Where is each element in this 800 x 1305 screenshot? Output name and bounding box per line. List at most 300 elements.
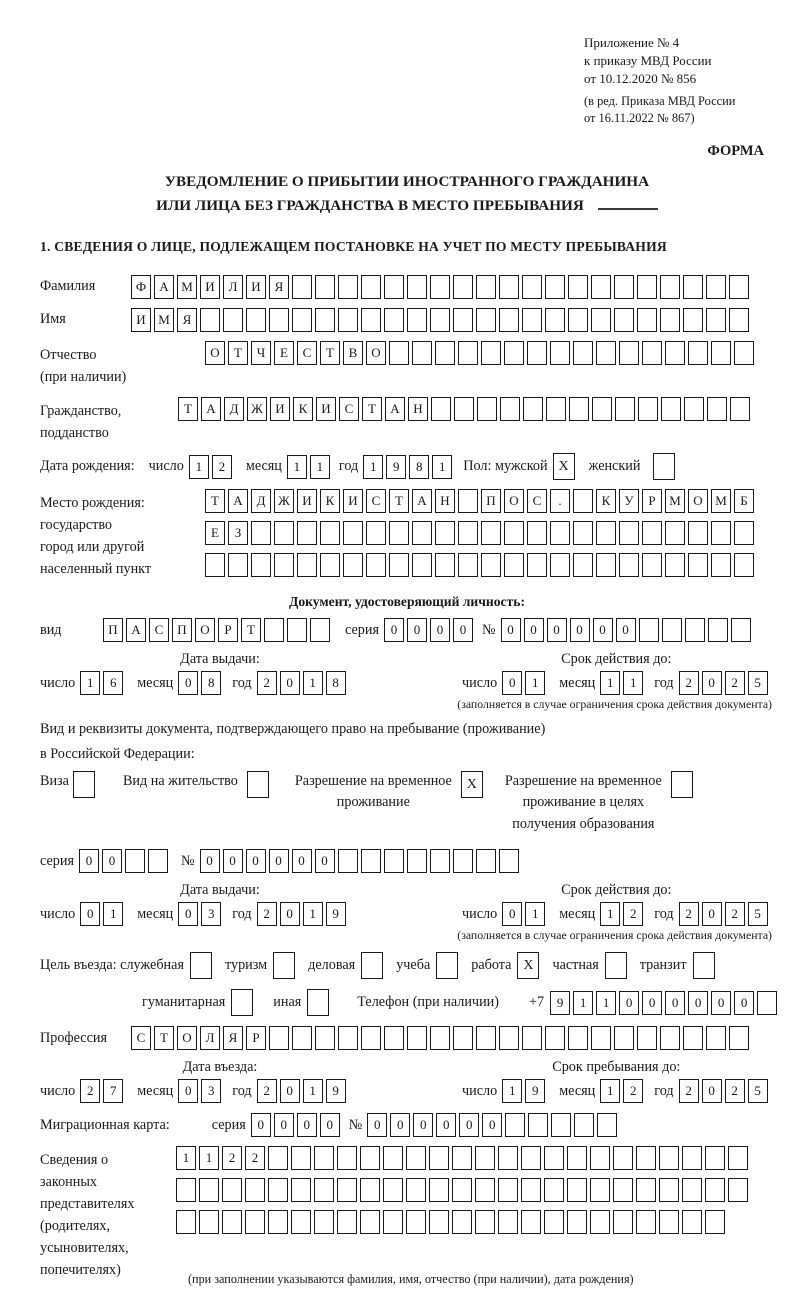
char-box[interactable]: 1 <box>189 455 209 479</box>
char-box[interactable]: 0 <box>502 671 522 695</box>
char-box[interactable] <box>268 1178 288 1202</box>
char-box[interactable]: 0 <box>384 618 404 642</box>
char-box[interactable] <box>729 308 749 332</box>
char-box[interactable] <box>613 1178 633 1202</box>
char-box[interactable]: 2 <box>222 1146 242 1170</box>
char-box[interactable] <box>452 1178 472 1202</box>
char-box[interactable]: 0 <box>702 671 722 695</box>
char-box[interactable]: С <box>366 489 386 513</box>
char-box[interactable] <box>499 849 519 873</box>
char-box[interactable] <box>361 308 381 332</box>
char-box[interactable] <box>688 341 708 365</box>
char-box[interactable]: Р <box>218 618 238 642</box>
char-box[interactable]: 1 <box>432 455 452 479</box>
char-box[interactable] <box>665 341 685 365</box>
char-box[interactable] <box>590 1146 610 1170</box>
char-box[interactable]: И <box>200 275 220 299</box>
char-box[interactable] <box>458 521 478 545</box>
char-box[interactable]: И <box>343 489 363 513</box>
char-box[interactable] <box>430 1026 450 1050</box>
char-box[interactable] <box>596 521 616 545</box>
char-box[interactable] <box>665 521 685 545</box>
char-box[interactable]: 7 <box>103 1079 123 1103</box>
char-box[interactable] <box>665 553 685 577</box>
char-box[interactable] <box>642 341 662 365</box>
char-box[interactable] <box>522 308 542 332</box>
char-box[interactable] <box>458 489 478 513</box>
char-box[interactable] <box>407 275 427 299</box>
char-box[interactable] <box>592 397 612 421</box>
char-box[interactable]: 0 <box>280 1079 300 1103</box>
char-box[interactable]: 0 <box>665 991 685 1015</box>
char-box[interactable]: 0 <box>367 1113 387 1137</box>
char-box[interactable]: К <box>320 489 340 513</box>
char-box[interactable] <box>661 397 681 421</box>
char-box[interactable] <box>499 275 519 299</box>
char-box[interactable]: 5 <box>748 902 768 926</box>
char-box[interactable] <box>683 1026 703 1050</box>
char-box[interactable] <box>360 1210 380 1234</box>
char-box[interactable]: 0 <box>80 902 100 926</box>
char-box[interactable]: И <box>316 397 336 421</box>
char-box[interactable]: Е <box>205 521 225 545</box>
char-box[interactable]: Н <box>408 397 428 421</box>
char-box[interactable] <box>361 849 381 873</box>
char-box[interactable] <box>125 849 145 873</box>
char-box[interactable] <box>573 489 593 513</box>
char-box[interactable]: 1 <box>303 1079 323 1103</box>
char-box[interactable] <box>453 849 473 873</box>
char-box[interactable] <box>200 308 220 332</box>
char-box[interactable]: 8 <box>201 671 221 695</box>
char-box[interactable] <box>615 397 635 421</box>
char-box[interactable] <box>384 1026 404 1050</box>
char-box[interactable]: 0 <box>502 902 522 926</box>
char-box[interactable] <box>544 1210 564 1234</box>
char-box[interactable] <box>614 1026 634 1050</box>
char-box[interactable] <box>505 1113 525 1137</box>
char-box[interactable] <box>361 275 381 299</box>
char-box[interactable]: М <box>154 308 174 332</box>
char-box[interactable] <box>454 397 474 421</box>
char-box[interactable] <box>429 1210 449 1234</box>
char-box[interactable]: 2 <box>257 671 277 695</box>
char-box[interactable] <box>314 1178 334 1202</box>
char-box[interactable] <box>407 849 427 873</box>
char-box[interactable] <box>528 1113 548 1137</box>
char-box[interactable] <box>406 1210 426 1234</box>
char-box[interactable] <box>315 1026 335 1050</box>
char-box[interactable] <box>591 1026 611 1050</box>
purpose-study-checkbox[interactable] <box>436 952 458 979</box>
char-box[interactable]: 1 <box>573 991 593 1015</box>
char-box[interactable] <box>475 1146 495 1170</box>
char-box[interactable] <box>659 1210 679 1234</box>
char-box[interactable] <box>222 1210 242 1234</box>
char-box[interactable]: П <box>103 618 123 642</box>
char-box[interactable] <box>642 521 662 545</box>
char-box[interactable]: 9 <box>525 1079 545 1103</box>
char-box[interactable] <box>315 308 335 332</box>
char-box[interactable]: Т <box>389 489 409 513</box>
char-box[interactable] <box>596 341 616 365</box>
char-box[interactable] <box>711 553 731 577</box>
char-box[interactable]: 1 <box>363 455 383 479</box>
char-box[interactable] <box>659 1146 679 1170</box>
char-box[interactable] <box>452 1210 472 1234</box>
char-box[interactable]: О <box>366 341 386 365</box>
char-box[interactable] <box>287 618 307 642</box>
char-box[interactable] <box>637 275 657 299</box>
char-box[interactable] <box>734 521 754 545</box>
char-box[interactable] <box>338 1026 358 1050</box>
char-box[interactable] <box>707 397 727 421</box>
char-box[interactable] <box>481 521 501 545</box>
char-box[interactable] <box>384 308 404 332</box>
char-box[interactable] <box>545 275 565 299</box>
char-box[interactable] <box>568 275 588 299</box>
char-box[interactable]: Т <box>320 341 340 365</box>
char-box[interactable] <box>148 849 168 873</box>
char-box[interactable] <box>430 275 450 299</box>
char-box[interactable]: Я <box>177 308 197 332</box>
char-box[interactable]: 0 <box>570 618 590 642</box>
char-box[interactable]: 1 <box>600 902 620 926</box>
char-box[interactable] <box>500 397 520 421</box>
char-box[interactable] <box>683 275 703 299</box>
char-box[interactable] <box>573 553 593 577</box>
char-box[interactable] <box>614 308 634 332</box>
char-box[interactable] <box>429 1146 449 1170</box>
char-box[interactable] <box>729 275 749 299</box>
char-box[interactable]: 2 <box>623 1079 643 1103</box>
char-box[interactable] <box>291 1146 311 1170</box>
char-box[interactable]: 8 <box>409 455 429 479</box>
char-box[interactable]: 0 <box>200 849 220 873</box>
char-box[interactable] <box>337 1178 357 1202</box>
char-box[interactable]: 9 <box>326 902 346 926</box>
char-box[interactable] <box>498 1210 518 1234</box>
char-box[interactable] <box>407 1026 427 1050</box>
char-box[interactable]: 1 <box>600 671 620 695</box>
char-box[interactable]: Р <box>246 1026 266 1050</box>
char-box[interactable] <box>682 1178 702 1202</box>
char-box[interactable] <box>314 1146 334 1170</box>
char-box[interactable] <box>685 618 705 642</box>
char-box[interactable]: И <box>246 275 266 299</box>
char-box[interactable]: 0 <box>642 991 662 1015</box>
char-box[interactable] <box>550 521 570 545</box>
char-box[interactable]: 2 <box>212 455 232 479</box>
char-box[interactable]: 0 <box>436 1113 456 1137</box>
char-box[interactable] <box>636 1210 656 1234</box>
char-box[interactable] <box>682 1146 702 1170</box>
char-box[interactable]: 0 <box>501 618 521 642</box>
char-box[interactable]: 3 <box>201 1079 221 1103</box>
char-box[interactable] <box>705 1146 725 1170</box>
char-box[interactable] <box>523 397 543 421</box>
char-box[interactable]: 1 <box>80 671 100 695</box>
char-box[interactable] <box>246 308 266 332</box>
char-box[interactable] <box>705 1210 725 1234</box>
char-box[interactable] <box>734 553 754 577</box>
char-box[interactable] <box>637 308 657 332</box>
char-box[interactable] <box>662 618 682 642</box>
char-box[interactable] <box>205 553 225 577</box>
char-box[interactable] <box>545 308 565 332</box>
char-box[interactable]: Е <box>274 341 294 365</box>
char-box[interactable] <box>320 521 340 545</box>
char-box[interactable] <box>705 1178 725 1202</box>
char-box[interactable] <box>728 1146 748 1170</box>
char-box[interactable]: А <box>126 618 146 642</box>
char-box[interactable] <box>245 1210 265 1234</box>
char-box[interactable]: 0 <box>459 1113 479 1137</box>
char-box[interactable] <box>297 553 317 577</box>
purpose-humanitarian-checkbox[interactable] <box>231 989 253 1016</box>
char-box[interactable]: 3 <box>201 902 221 926</box>
char-box[interactable] <box>222 1178 242 1202</box>
char-box[interactable] <box>706 308 726 332</box>
purpose-transit-checkbox[interactable] <box>693 952 715 979</box>
char-box[interactable] <box>527 553 547 577</box>
char-box[interactable] <box>504 553 524 577</box>
char-box[interactable] <box>527 341 547 365</box>
char-box[interactable] <box>590 1210 610 1234</box>
char-box[interactable] <box>619 341 639 365</box>
char-box[interactable] <box>366 553 386 577</box>
char-box[interactable] <box>268 1146 288 1170</box>
char-box[interactable] <box>360 1178 380 1202</box>
char-box[interactable]: 0 <box>178 902 198 926</box>
char-box[interactable]: Ч <box>251 341 271 365</box>
char-box[interactable]: 1 <box>525 902 545 926</box>
char-box[interactable] <box>389 553 409 577</box>
char-box[interactable]: 0 <box>453 618 473 642</box>
char-box[interactable] <box>343 521 363 545</box>
char-box[interactable]: 0 <box>315 849 335 873</box>
char-box[interactable]: 0 <box>178 671 198 695</box>
char-box[interactable] <box>383 1146 403 1170</box>
char-box[interactable]: М <box>711 489 731 513</box>
char-box[interactable] <box>338 849 358 873</box>
char-box[interactable] <box>638 397 658 421</box>
char-box[interactable] <box>499 1026 519 1050</box>
char-box[interactable]: А <box>412 489 432 513</box>
char-box[interactable]: К <box>293 397 313 421</box>
purpose-business-checkbox[interactable] <box>361 952 383 979</box>
char-box[interactable] <box>337 1146 357 1170</box>
char-box[interactable] <box>734 341 754 365</box>
char-box[interactable]: 2 <box>725 902 745 926</box>
char-box[interactable] <box>659 1178 679 1202</box>
char-box[interactable]: 5 <box>748 671 768 695</box>
char-box[interactable]: 2 <box>257 1079 277 1103</box>
char-box[interactable] <box>245 1178 265 1202</box>
char-box[interactable] <box>314 1210 334 1234</box>
char-box[interactable]: 0 <box>734 991 754 1015</box>
char-box[interactable]: 0 <box>413 1113 433 1137</box>
char-box[interactable] <box>504 521 524 545</box>
char-box[interactable]: 1 <box>310 455 330 479</box>
char-box[interactable]: 1 <box>176 1146 196 1170</box>
char-box[interactable] <box>315 275 335 299</box>
char-box[interactable]: 1 <box>600 1079 620 1103</box>
char-box[interactable]: О <box>177 1026 197 1050</box>
char-box[interactable] <box>476 849 496 873</box>
char-box[interactable]: 2 <box>679 902 699 926</box>
char-box[interactable] <box>337 1210 357 1234</box>
char-box[interactable]: 1 <box>103 902 123 926</box>
char-box[interactable] <box>291 1210 311 1234</box>
char-box[interactable]: 2 <box>679 671 699 695</box>
char-box[interactable] <box>431 397 451 421</box>
char-box[interactable] <box>614 275 634 299</box>
char-box[interactable] <box>660 1026 680 1050</box>
char-box[interactable] <box>660 308 680 332</box>
char-box[interactable] <box>223 308 243 332</box>
char-box[interactable] <box>527 521 547 545</box>
char-box[interactable]: 0 <box>178 1079 198 1103</box>
char-box[interactable]: И <box>131 308 151 332</box>
char-box[interactable]: 0 <box>407 618 427 642</box>
char-box[interactable]: 1 <box>525 671 545 695</box>
char-box[interactable]: О <box>205 341 225 365</box>
purpose-private-checkbox[interactable] <box>605 952 627 979</box>
char-box[interactable]: 0 <box>269 849 289 873</box>
char-box[interactable]: 9 <box>386 455 406 479</box>
char-box[interactable]: 0 <box>430 618 450 642</box>
char-box[interactable] <box>453 1026 473 1050</box>
char-box[interactable] <box>567 1210 587 1234</box>
char-box[interactable] <box>706 1026 726 1050</box>
char-box[interactable] <box>176 1178 196 1202</box>
char-box[interactable] <box>297 521 317 545</box>
char-box[interactable]: 0 <box>280 671 300 695</box>
char-box[interactable] <box>545 1026 565 1050</box>
temp-permit-edu-checkbox[interactable] <box>671 771 693 798</box>
char-box[interactable] <box>430 849 450 873</box>
char-box[interactable] <box>476 308 496 332</box>
char-box[interactable]: 1 <box>199 1146 219 1170</box>
char-box[interactable] <box>499 308 519 332</box>
char-box[interactable] <box>637 1026 657 1050</box>
char-box[interactable]: Т <box>154 1026 174 1050</box>
char-box[interactable]: 8 <box>326 671 346 695</box>
char-box[interactable]: З <box>228 521 248 545</box>
char-box[interactable] <box>642 553 662 577</box>
char-box[interactable] <box>591 308 611 332</box>
char-box[interactable]: К <box>596 489 616 513</box>
char-box[interactable]: 0 <box>619 991 639 1015</box>
char-box[interactable]: 0 <box>702 902 722 926</box>
char-box[interactable] <box>550 553 570 577</box>
char-box[interactable]: Т <box>362 397 382 421</box>
char-box[interactable] <box>688 521 708 545</box>
char-box[interactable]: Т <box>205 489 225 513</box>
char-box[interactable]: О <box>688 489 708 513</box>
char-box[interactable]: 0 <box>702 1079 722 1103</box>
char-box[interactable] <box>384 275 404 299</box>
char-box[interactable] <box>292 308 312 332</box>
char-box[interactable]: 1 <box>596 991 616 1015</box>
char-box[interactable] <box>476 275 496 299</box>
char-box[interactable] <box>711 521 731 545</box>
char-box[interactable]: 1 <box>287 455 307 479</box>
char-box[interactable]: Л <box>200 1026 220 1050</box>
char-box[interactable] <box>660 275 680 299</box>
char-box[interactable]: 5 <box>748 1079 768 1103</box>
char-box[interactable]: 0 <box>292 849 312 873</box>
char-box[interactable]: П <box>172 618 192 642</box>
char-box[interactable] <box>343 553 363 577</box>
temp-permit-checkbox[interactable]: X <box>461 771 483 798</box>
char-box[interactable] <box>435 521 455 545</box>
char-box[interactable]: М <box>665 489 685 513</box>
char-box[interactable] <box>757 991 777 1015</box>
char-box[interactable] <box>574 1113 594 1137</box>
char-box[interactable] <box>412 521 432 545</box>
char-box[interactable]: 0 <box>390 1113 410 1137</box>
char-box[interactable] <box>683 308 703 332</box>
char-box[interactable] <box>407 308 427 332</box>
char-box[interactable] <box>384 849 404 873</box>
char-box[interactable]: Т <box>228 341 248 365</box>
char-box[interactable]: И <box>297 489 317 513</box>
char-box[interactable] <box>481 553 501 577</box>
char-box[interactable] <box>596 553 616 577</box>
char-box[interactable]: Ж <box>274 489 294 513</box>
char-box[interactable] <box>452 1146 472 1170</box>
char-box[interactable]: 0 <box>223 849 243 873</box>
char-box[interactable] <box>475 1210 495 1234</box>
char-box[interactable] <box>453 308 473 332</box>
char-box[interactable]: М <box>177 275 197 299</box>
char-box[interactable] <box>550 341 570 365</box>
char-box[interactable]: 0 <box>616 618 636 642</box>
char-box[interactable] <box>728 1178 748 1202</box>
char-box[interactable]: 0 <box>246 849 266 873</box>
sex-male-checkbox[interactable]: X <box>553 453 575 480</box>
char-box[interactable]: 6 <box>103 671 123 695</box>
char-box[interactable] <box>228 553 248 577</box>
char-box[interactable]: 2 <box>623 902 643 926</box>
char-box[interactable]: Т <box>241 618 261 642</box>
char-box[interactable] <box>590 1178 610 1202</box>
char-box[interactable] <box>546 397 566 421</box>
purpose-official-checkbox[interactable] <box>190 952 212 979</box>
char-box[interactable] <box>521 1210 541 1234</box>
char-box[interactable] <box>458 341 478 365</box>
char-box[interactable] <box>522 275 542 299</box>
char-box[interactable] <box>176 1210 196 1234</box>
char-box[interactable] <box>269 1026 289 1050</box>
residence-permit-checkbox[interactable] <box>247 771 269 798</box>
char-box[interactable]: Д <box>251 489 271 513</box>
char-box[interactable] <box>366 521 386 545</box>
char-box[interactable] <box>338 275 358 299</box>
char-box[interactable] <box>522 1026 542 1050</box>
char-box[interactable]: 0 <box>79 849 99 873</box>
char-box[interactable]: 2 <box>725 1079 745 1103</box>
char-box[interactable] <box>274 553 294 577</box>
char-box[interactable]: А <box>228 489 248 513</box>
char-box[interactable] <box>458 553 478 577</box>
char-box[interactable] <box>360 1146 380 1170</box>
char-box[interactable] <box>573 521 593 545</box>
char-box[interactable]: 1 <box>303 902 323 926</box>
char-box[interactable]: 2 <box>725 671 745 695</box>
